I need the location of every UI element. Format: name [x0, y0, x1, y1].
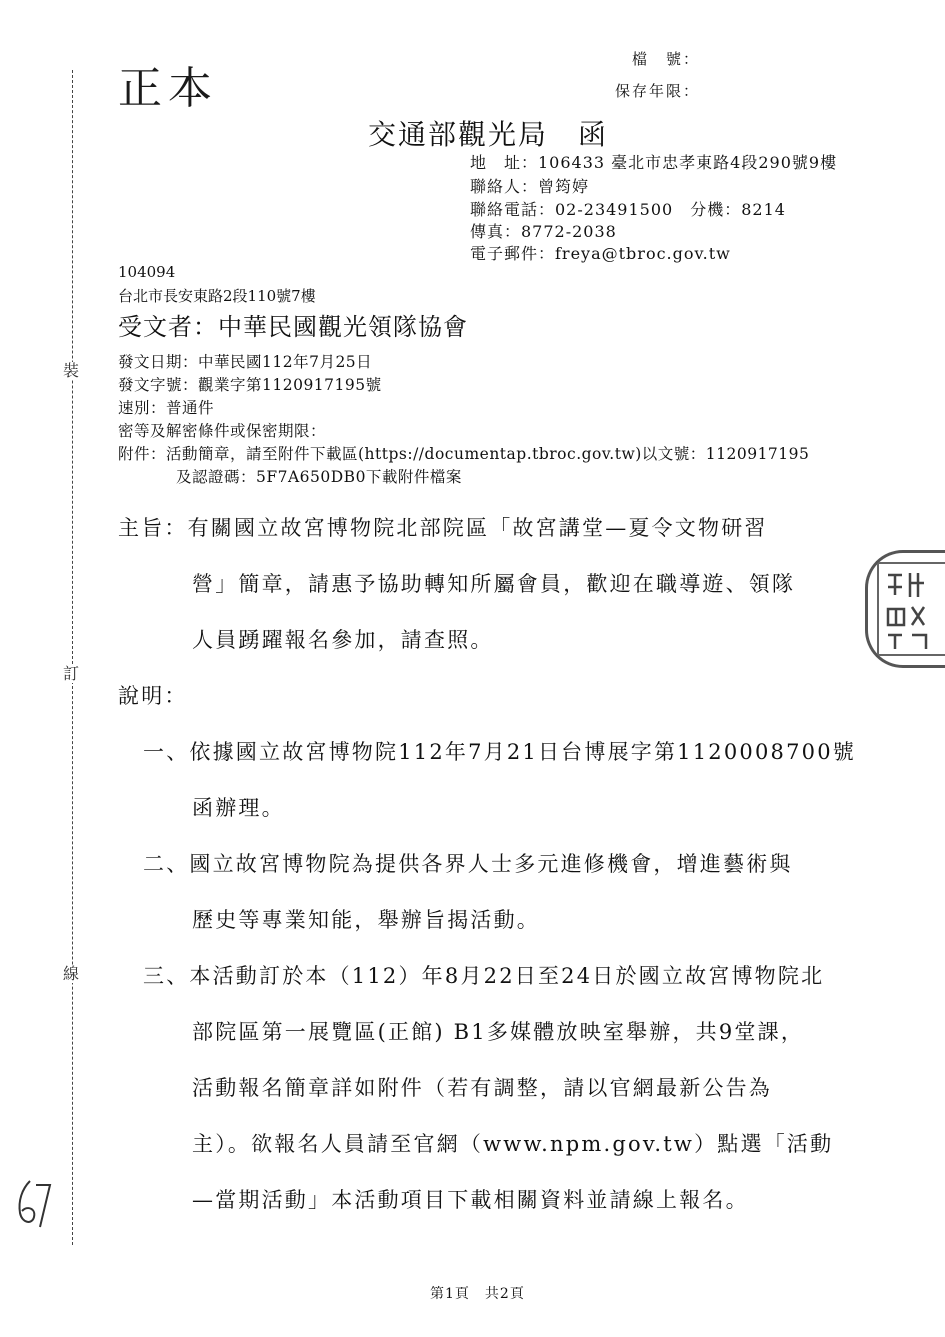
official-seal-stamp: [865, 550, 945, 668]
binding-char-ding: 訂: [63, 664, 80, 683]
binding-char-zhuang: 裝: [63, 361, 80, 380]
explanation-item-2-line-1: 二、國立故宮博物院為提供各界人士多元進修機會，增進藝術與: [143, 852, 793, 876]
original-copy-mark: 正本: [118, 63, 218, 114]
recipient-address: 台北市長安東路2段110號7樓: [118, 287, 316, 305]
binding-char-xian: 線: [63, 964, 80, 983]
document-number: 發文字號：觀業字第1120917195號: [118, 376, 382, 394]
recipient-name: 受文者：中華民國觀光領隊協會: [118, 313, 468, 341]
handwritten-page-number: [12, 1175, 52, 1239]
explanation-item-1-line-1: 一、依據國立故宮博物院112年7月21日台博展字第1120008700號: [143, 740, 856, 764]
issue-date: 發文日期：中華民國112年7月25日: [118, 353, 373, 371]
retention-period-label: 保存年限：: [614, 82, 700, 100]
recipient-postal-code: 104094: [118, 263, 176, 281]
explanation-item-3-line-2: 部院區第一展覽區(正館) B1多媒體放映室舉辦，共9堂課，: [192, 1020, 805, 1044]
file-number-label: 檔 號：: [631, 50, 700, 68]
sender-address: 地 址：106433 臺北市忠孝東路4段290號9樓: [470, 153, 838, 172]
attachment-line-2: 及認證碼：5F7A650DB0下載附件檔案: [176, 468, 462, 486]
explanation-item-3-line-5: —當期活動」本活動項目下載相關資料並請線上報名。: [192, 1188, 749, 1212]
sender-fax: 傳真：8772-2038: [470, 222, 617, 241]
subject-line-2: 營」簡章，請惠予協助轉知所屬會員，歡迎在職導遊、領隊: [192, 572, 796, 596]
subject-line-3: 人員踴躍報名參加，請查照。: [192, 628, 494, 652]
sender-phone: 聯絡電話：02-23491500 分機：8214: [470, 200, 786, 219]
secrecy-level: 密等及解密條件或保密期限：: [118, 422, 327, 440]
page-footer: 第1頁 共2頁: [430, 1286, 525, 1302]
explanation-heading: 說明：: [118, 684, 188, 708]
sender-email: 電子郵件：freya@tbroc.gov.tw: [470, 244, 731, 263]
attachment-line-1: 附件：活動簡章，請至附件下載區(https://documentap.tbroc.gov.tw)以文號：1120917195: [118, 445, 810, 463]
explanation-item-3-line-4: 主）。欲報名人員請至官網（www.npm.gov.tw）點選「活動: [192, 1132, 834, 1156]
sender-contact: 聯絡人：曾筠婷: [470, 177, 590, 196]
explanation-item-3-line-3: 活動報名簡章詳如附件（若有調整，請以官網最新公告為: [192, 1076, 772, 1100]
explanation-item-3-line-1: 三、本活動訂於本（112）年8月22日至24日於國立故宮博物院北: [143, 964, 825, 988]
binding-dashed-line: [72, 70, 73, 1245]
explanation-item-2-line-2: 歷史等專業知能，舉辦旨揭活動。: [192, 908, 540, 932]
explanation-item-1-line-2: 函辦理。: [192, 796, 285, 820]
document-title: 交通部觀光局 函: [368, 118, 609, 151]
delivery-speed: 速別：普通件: [118, 399, 215, 417]
subject-line-1: 主旨：有關國立故宮博物院北部院區「故宮講堂—夏令文物研習: [118, 516, 768, 540]
